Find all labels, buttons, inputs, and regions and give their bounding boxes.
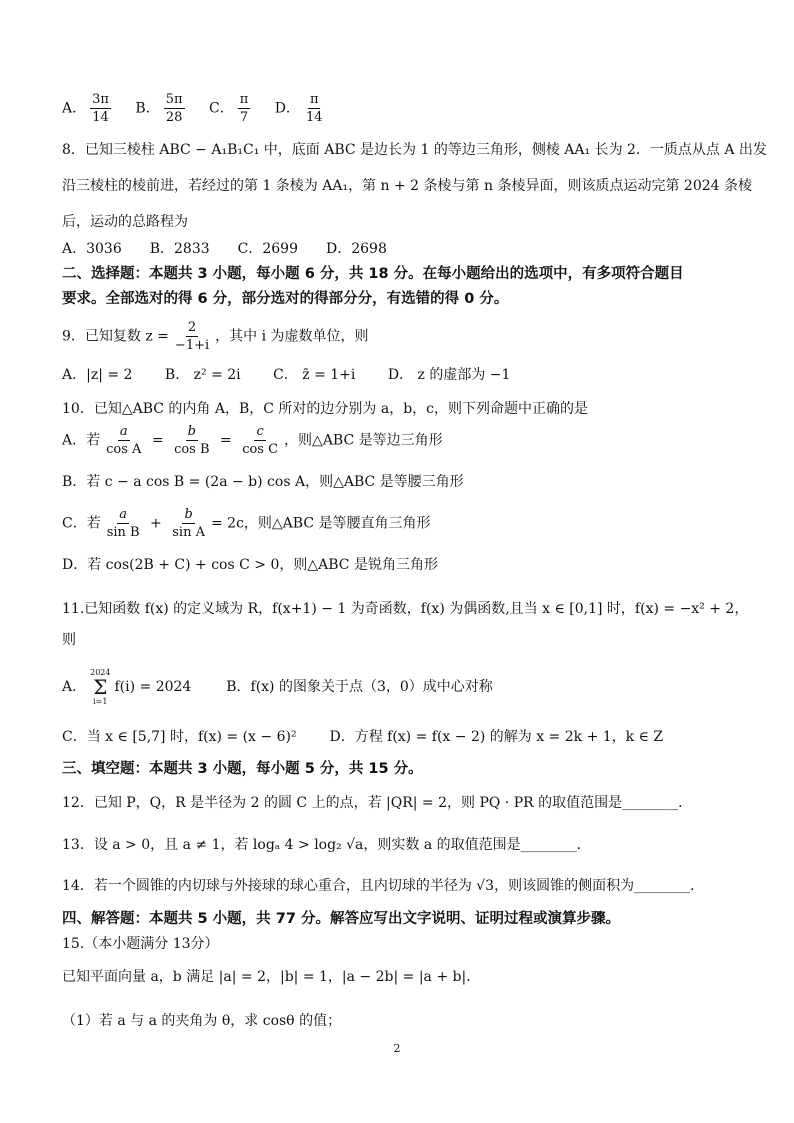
q11-option-b: B．f(x) 的图象关于点（3，0）成中心对称 (226, 679, 493, 695)
q9-options: A．|z| = 2 B． z² = 2i C． z̄ = 1+i D． z 的虚部为 −1 (62, 367, 511, 383)
q7-option-c: C． $\frac{\pi}{7}$ (208, 92, 249, 125)
section-4-heading: 四、解答题：本题共 5 小题，共 77 分。解答应写出文字说明、证明过程或演算步骤。 (62, 911, 620, 927)
q10-option-d: D．若 cos(2B + C) + cos C > 0，则△ABC 是锐角三角形 (62, 557, 438, 573)
q12: 12．已知 P，Q，R 是半径为 2 的圆 C 上的点，若 |QR| = 2，则 PQ · PR 的取值范围是________． (62, 795, 693, 811)
fraction-numerator: 2 (187, 320, 197, 335)
q11-options-ab (62, 668, 746, 706)
q15-stem: 已知平面向量 a，b 满足 |a| = 2，|b| = 1，|a − 2b| = |a + b|． (62, 969, 481, 985)
q11-option-c: C．当 x ∈ [5,7] 时，f(x) = (x − 6)² (62, 729, 297, 745)
q8-options: A．3036 B．2833 C．2699 D．2698 (62, 241, 387, 257)
q11-line-1: 11.已知函数 f(x) 的定义域为 R，f(x+1) − 1 为奇函数，f(x) 为偶函数,且当 x ∈ [0,1] 时，f(x) = −x² + 2， (62, 601, 749, 617)
q11-option-a: A． 2024 Σ i=1 f(i) = 2024 (62, 668, 192, 706)
fraction-denominator: 28 (165, 110, 183, 125)
q11-line-2: 则 (62, 632, 76, 648)
fraction-numerator: π (239, 92, 249, 107)
section-3-heading: 三、填空题：本题共 3 小题，每小题 5 分，共 15 分。 (62, 761, 423, 777)
fraction-denominator: 14 (92, 110, 109, 125)
q8-line-2: 沿三棱柱的棱前进，若经过的第 1 条棱为 AA₁，第 n + 2 条棱与第 n 条棱异面，则该质点运动完第 2024 条棱 (62, 178, 752, 194)
q7-options (62, 92, 746, 125)
q14: 14．若一个圆锥的内切球与外接球的球心重合，且内切球的半径为 √3，则该圆锥的侧面积为________． (62, 878, 705, 894)
summation-symbol: 2024 Σ i=1 (90, 668, 111, 706)
q10-stem: 10．已知△ABC 的内角 A，B，C 所对的边分别为 a，b，c，则下列命题中正确的是 (62, 401, 589, 417)
q11-option-d: D．方程 f(x) = f(x − 2) 的解为 x = 2k + 1，k ∈ Z (329, 729, 664, 745)
q10-option-c: C．若 $\frac{a}{\text{sin B}}$ + $\frac{b}{\text{sin A}}$ = 2c，则△ABC 是等腰直角三角形 (62, 507, 431, 540)
fraction-numerator: 3π (92, 92, 109, 107)
q15-part-1: （1）若 a 与 a 的夹角为 θ，求 cosθ 的值； (62, 1013, 342, 1029)
q7-option-d: D． $\frac{\pi}{14}$ (274, 92, 323, 125)
fraction-denominator: 14 (305, 110, 323, 125)
q15-header: 15.（本小题满分 13分） (62, 936, 219, 952)
q7-option-a: A． $\frac{3\pi}{14}$ (62, 92, 109, 125)
q9-stem: 9．已知复数 z = $\frac{2}{-1+i}$ ，其中 i 为虚数单位，则 (62, 320, 369, 353)
q8-line-3: 后，运动的总路程为 (62, 214, 188, 230)
q8-line-1: 8．已知三棱柱 ABC − A₁B₁C₁ 中，底面 ABC 是边长为 1 的等边三角形，侧棱 AA₁ 长为 2．一质点从点 A 出发 (62, 142, 767, 158)
q10-option-a: A．若 $\frac{a}{\text{cos A}}$ = $\frac{b}{\text{cos B}}$ = $\frac{c}{\text{cos C}}$ ，则△ABC 是等边三角形 (62, 424, 443, 457)
q7-option-b: B． $\frac{5\pi}{28}$ (135, 92, 183, 125)
q11-options-cd (62, 727, 746, 747)
section-2-heading-line-1: 二、选择题：本题共 3 小题，每小题 6 分，共 18 分。在每小题给出的选项中，有多项符合题目 (62, 266, 684, 282)
fraction-denominator: 7 (239, 110, 249, 125)
fraction-denominator: −1+i (174, 338, 210, 353)
fraction-numerator: π (309, 92, 319, 107)
page-number: 2 (393, 1042, 401, 1055)
q13: 13．设 a > 0，且 a ≠ 1，若 logₐ 4 > log₂ √a，则实数 a 的取值范围是________． (62, 837, 591, 853)
fraction-numerator: 5π (165, 92, 183, 107)
section-2-heading-line-2: 要求。全部选对的得 6 分，部分选对的得部分分，有选错的得 0 分。 (62, 291, 509, 307)
q10-option-b: B．若 c − a cos B = (2a − b) cos A，则△ABC 是等腰三角形 (62, 474, 464, 490)
